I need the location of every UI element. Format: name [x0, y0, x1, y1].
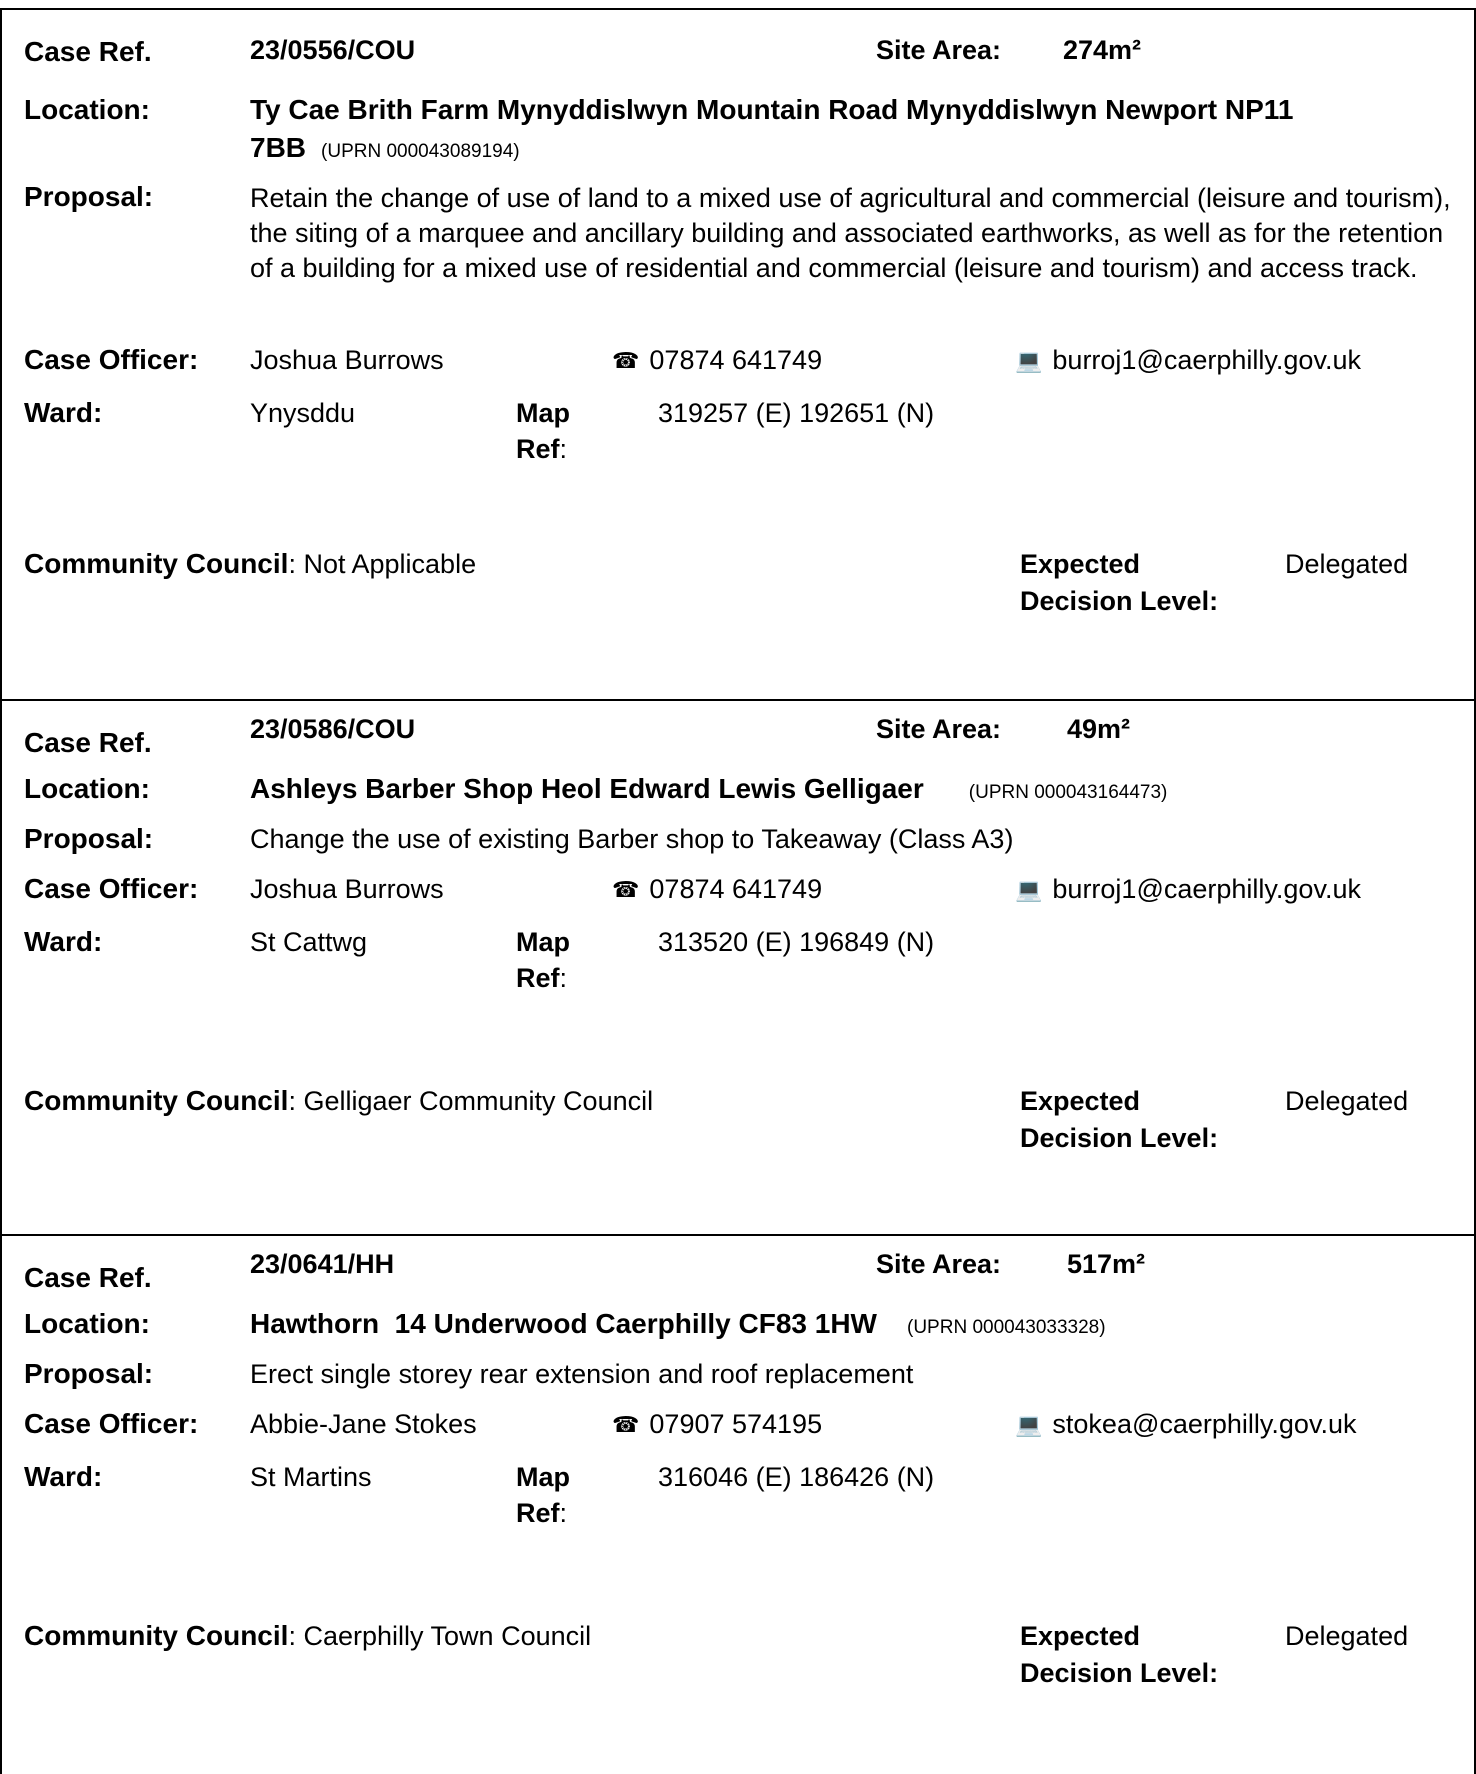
case-officer-name: Joshua Burrows	[250, 345, 444, 375]
decision-level-value: Delegated	[1285, 1621, 1409, 1651]
decision-level-label: Expected	[1020, 549, 1141, 579]
map-ref-value: 313520 (E) 196849 (N)	[658, 927, 935, 957]
case-card	[0, 699, 1476, 1235]
decision-level-label-cont: Decision Level:	[1020, 1658, 1219, 1688]
email-contact[interactable]: 💻 burroj1@caerphilly.gov.uk	[1015, 874, 1361, 904]
map-ref-label-cont: Ref:	[516, 1498, 568, 1528]
uprn: (UPRN 000043033328)	[907, 1317, 1106, 1338]
location-label: Location:	[24, 94, 150, 125]
case-ref-value: 23/0556/COU	[250, 35, 416, 65]
computer-icon: 💻	[1015, 1412, 1043, 1437]
map-ref-label: Map	[516, 1462, 570, 1492]
uprn: (UPRN 000043089194)	[321, 141, 520, 162]
proposal-label: Proposal:	[24, 1358, 154, 1389]
decision-level-label: Expected	[1020, 1621, 1141, 1651]
proposal-text: Erect single storey rear extension and roof replacement	[250, 1359, 914, 1389]
case-officer-label: Case Officer:	[24, 344, 199, 375]
case-card	[0, 8, 1476, 700]
phone-contact: ☎ 07907 574195	[612, 1409, 823, 1439]
site-area-label: Site Area:	[876, 1249, 1002, 1279]
community-council: Community Council: Not Applicable	[24, 548, 477, 579]
decision-level-label-cont: Decision Level:	[1020, 1123, 1219, 1153]
case-card	[0, 1234, 1476, 1774]
decision-level-value: Delegated	[1285, 549, 1409, 579]
uprn: (UPRN 000043164473)	[968, 782, 1168, 803]
site-area-label: Site Area:	[876, 714, 1002, 744]
ward-label: Ward:	[24, 926, 103, 957]
location-value-cont: 7BB (UPRN 000043089194)	[250, 132, 520, 163]
location-label: Location:	[24, 1308, 150, 1339]
ward-value: Ynysddu	[250, 398, 356, 428]
decision-level-value: Delegated	[1285, 1086, 1409, 1116]
location-value: Hawthorn 14 Underwood Caerphilly CF83 1HW (UPRN 000043033328)	[250, 1308, 1106, 1339]
proposal-label: Proposal:	[24, 181, 154, 212]
email-contact[interactable]: 💻 stokea@caerphilly.gov.uk	[1015, 1409, 1357, 1439]
map-ref-value: 316046 (E) 186426 (N)	[658, 1462, 935, 1492]
ward-label: Ward:	[24, 1461, 103, 1492]
computer-icon: 💻	[1015, 877, 1043, 902]
map-ref-label: Map	[516, 398, 570, 428]
phone-contact: ☎ 07874 641749	[612, 345, 823, 375]
map-ref-label: Map	[516, 927, 570, 957]
site-area-label: Site Area:	[876, 35, 1002, 65]
computer-icon: 💻	[1015, 348, 1043, 373]
ward-value: St Cattwg	[250, 927, 368, 957]
case-officer-label: Case Officer:	[24, 1408, 199, 1439]
email-contact[interactable]: 💻 burroj1@caerphilly.gov.uk	[1015, 345, 1361, 375]
site-area-value: 49m²	[1067, 714, 1131, 744]
map-ref-value: 319257 (E) 192651 (N)	[658, 398, 935, 428]
ward-value: St Martins	[250, 1462, 372, 1492]
map-ref-label-cont: Ref:	[516, 434, 568, 464]
decision-level-label-cont: Decision Level:	[1020, 586, 1219, 616]
decision-level-label: Expected	[1020, 1086, 1141, 1116]
location-value: Ashleys Barber Shop Heol Edward Lewis Gelligaer (UPRN 000043164473)	[250, 773, 1168, 804]
case-officer-name: Joshua Burrows	[250, 874, 444, 904]
case-officer-label: Case Officer:	[24, 873, 199, 904]
telephone-icon: ☎	[612, 348, 640, 373]
case-ref-value: 23/0641/HH	[250, 1249, 395, 1279]
location-value: Ty Cae Brith Farm Mynyddislwyn Mountain Road Mynyddislwyn Newport NP11	[250, 94, 1294, 125]
location-label: Location:	[24, 773, 150, 804]
community-council: Community Council: Caerphilly Town Council	[24, 1620, 592, 1651]
telephone-icon: ☎	[612, 877, 640, 902]
site-area-value: 274m²	[1063, 35, 1142, 65]
proposal-text: Change the use of existing Barber shop to Takeaway (Class A3)	[250, 824, 1014, 854]
case-ref-label: Case Ref.	[24, 1262, 152, 1293]
community-council: Community Council: Gelligaer Community Council	[24, 1085, 654, 1116]
case-officer-name: Abbie-Jane Stokes	[250, 1409, 477, 1439]
case-ref-value: 23/0586/COU	[250, 714, 416, 744]
phone-contact: ☎ 07874 641749	[612, 874, 823, 904]
site-area-value: 517m²	[1067, 1249, 1146, 1279]
proposal-label: Proposal:	[24, 823, 154, 854]
telephone-icon: ☎	[612, 1412, 640, 1437]
map-ref-label-cont: Ref:	[516, 963, 568, 993]
case-ref-label: Case Ref.	[24, 727, 152, 758]
ward-label: Ward:	[24, 397, 103, 428]
case-ref-label: Case Ref.	[24, 36, 152, 67]
proposal-text: Retain the change of use of land to a mixed use of agricultural and commercial (leisure and tourism), the siting of a marquee and ancillary building and associated earthworks, as well as for the retention of a building for a mixed use of residential and commercial (leisure and tourism) and access track.	[250, 183, 1451, 283]
